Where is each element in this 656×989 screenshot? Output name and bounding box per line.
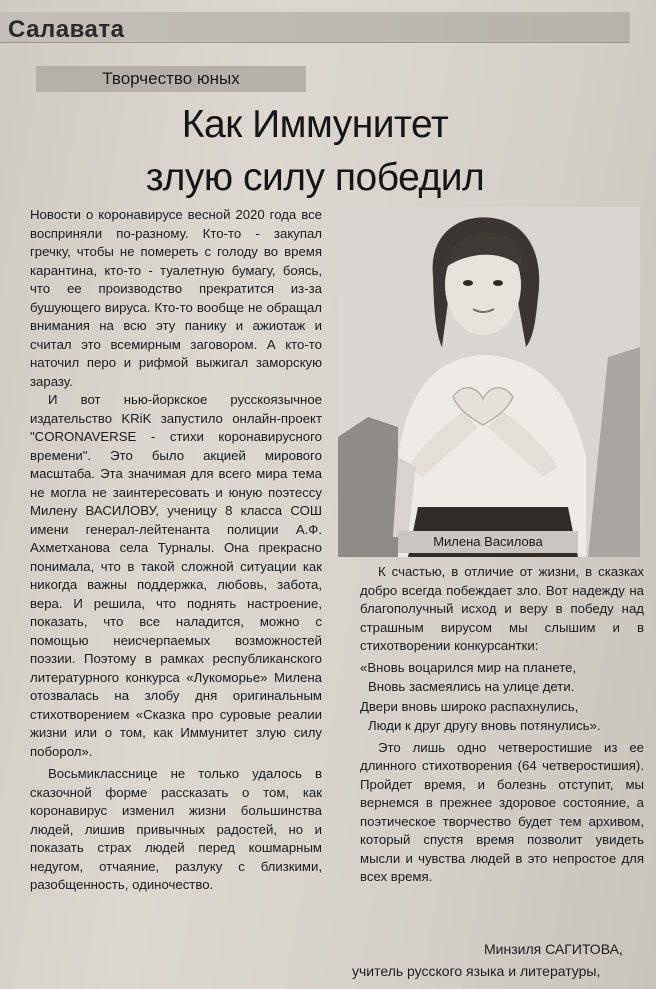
verse-line-1: «Вновь воцарился мир на планете, [360,659,577,675]
author-role: учитель русского языка и литературы, [352,963,601,979]
portrait-illustration [338,207,640,557]
headline-line-1: Как Иммунитет [181,103,449,146]
article-left-column [30,206,322,895]
portrait-photo [338,207,640,557]
right-outro-paragraph: Это лишь одно четверостишие из ее длинного стихотворения (64 четверостишия). Пройдет время, и болезнь отступит, мы вернемся в прежнее здоровое состояние, а поэтическое творчество будет тем архивом, который спустя время позволит увидеть мысли и чувства людей в это непростое для всех время. [360,739,644,884]
article-right-column [360,563,644,887]
paragraph-3: Восьмикласснице не только удалось в сказочной форме рассказать о том, как коронавирус изменил жизни большинства людей, лишив привычных радостей, но и показать страх людей перед кошмарным недугом, отчаяние, разлуку с близкими, разобщенность, одиночество. [30,766,322,892]
section-rubric: Творчество юных [36,66,306,92]
verse-line-4: Люди к друг другу вновь потянулись». [368,718,601,733]
verse-line-3: Двери вновь широко распахнулись, [360,698,579,714]
headline-line-2: злую силу победил [145,156,485,199]
verse-line-2: Вновь засмеялись на улице дети. [368,679,575,694]
author-name: Минзиля САГИТОВА, [484,941,623,957]
paragraph-1: Новости о коронавирусе весной 2020 года все восприняли по-разному. Кто-то - закупал гречку, чтобы не помереть с голоду во время карантина, кто-то - туалетную бумагу, боясь, что ее производство прекратится из-за бушующего вируса. Кто-то вообще не обращал внимания на всю эту панику и ажиотаж и считал это всемирным заговором. А кто-то наточил перо и рифмой выжигал заморскую заразу. [30,207,322,389]
paragraph-2: И вот нью-йоркское русскоязычное издательство KRiK запустило онлайн-проект "CORONAVERSE - стихи коронавирусного времени". Это было акцией мирового масштаба. Эта значимая для всего мира тема не могла не заинтересовать и юную поэтессу Милену ВАСИЛОВУ, ученицу 8 класса СОШ имени генерал-лейтенанта полиции А.Ф. Ахметханова села Турналы. Она прекрасно понимала, что в такой сложной ситуации как никогда важны поддержка, любовь, забота, вера. И решила, что поднять настроение, показать, что все наладится, можно с помощью неисчерпаемых возможностей поэзии. Поэтому в рамках республиканского литературного конкурса «Лукоморье» Милена отозвалась на злобу дня оригинальным стихотворением «Сказка про суровые реалии жизни или о том, как Иммунитет злую силу поборол». [30,392,322,759]
photo-caption: Милена Василова [398,531,578,553]
right-intro-paragraph: К счастью, в отличие от жизни, в сказках добро всегда побеждает зло. Вот надежду на благополучный исход и веру в победу над страшным вирусом мы слышим и в стихотворении конкурсантки: [360,564,644,653]
masthead-title: Салавата [8,16,125,43]
article-headline [90,98,540,204]
